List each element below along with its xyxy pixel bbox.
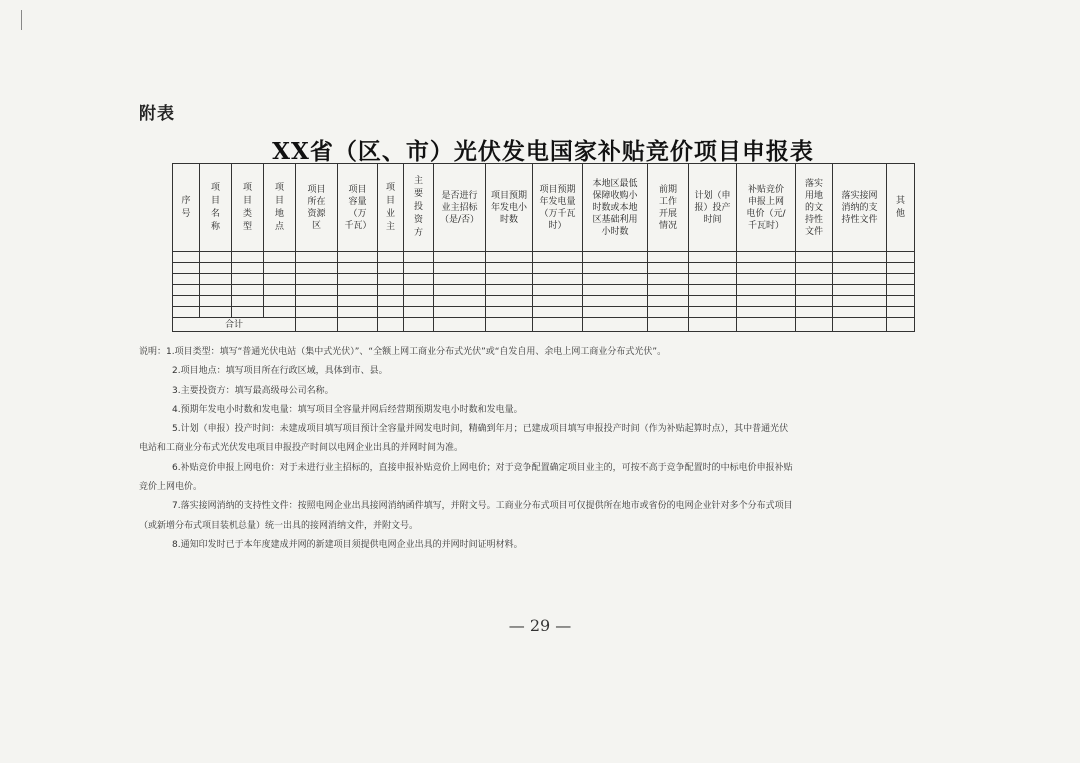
application-table <box>172 163 915 332</box>
note-line: 竞价上网电价。 <box>139 482 203 493</box>
total-label: 合计 <box>173 318 296 332</box>
header-cell: 项目类型 <box>232 164 264 252</box>
header-cell: 主要投资方 <box>404 164 434 252</box>
header-cell: 项目名称 <box>200 164 232 252</box>
header-cell: 计划（申报）投产时间 <box>689 164 737 252</box>
table-row <box>173 285 915 296</box>
note-line: 2.项目地点：填写项目所在行政区域，具体到市、县。 <box>172 366 388 377</box>
header-cell: 落实用地的文持性文件 <box>796 164 833 252</box>
note-line: 6.补贴竞价申报上网电价：对于未进行业主招标的，直接申报补贴竞价上网电价；对于竞争配置确定项目业主的，可按不高于竞争配置时的中标电价申报补贴 <box>172 462 793 473</box>
page-number: — 29 — <box>508 616 572 635</box>
notes <box>139 343 939 555</box>
header-cell: 本地区最低保障收购小时数或本地区基础利用小时数 <box>583 164 648 252</box>
header-cell: 项目容量（万千瓦） <box>338 164 378 252</box>
header-cell: 落实接网消纳的支持性文件 <box>833 164 887 252</box>
header-cell: 补贴竞价申报上网电价（元/千瓦时） <box>737 164 796 252</box>
form-title: XX省（区、市）光伏发电国家补贴竞价项目申报表 <box>272 138 814 165</box>
note-line: 电站和工商业分布式光伏发电项目申报投产时间以电网企业出具的并网时间为准。 <box>139 443 464 454</box>
header-cell: 其他 <box>887 164 915 252</box>
table-header-row <box>173 164 915 252</box>
header-cell: 前期工作开展情况 <box>648 164 689 252</box>
table-row <box>173 252 915 263</box>
note-line: （或新增分布式项目装机总量）统一出具的接网消纳文件，并附文号。 <box>139 520 419 531</box>
header-cell: 序号 <box>173 164 200 252</box>
note-line: 7.落实接网消纳的支持性文件：按照电网企业出具接网消纳函件填写，并附文号。工商业分布式项目可仅提供所在地市或省份的电网企业针对多个分布式项目 <box>172 501 793 512</box>
header-cell: 项目地点 <box>264 164 296 252</box>
header-cell: 项目预期年发电量（万千瓦时） <box>533 164 583 252</box>
appendix-label: 附表 <box>139 104 175 124</box>
header-cell: 项目业主 <box>378 164 404 252</box>
header-cell: 项目所在资源区 <box>296 164 338 252</box>
table-row <box>173 296 915 307</box>
total-row <box>173 318 915 332</box>
note-line: 5.计划（申报）投产时间：未建成项目填写项目预计全容量并网发电时间，精确到年月；已建成项目填写申报投产时间（作为补贴起算时点），其中普通光伏 <box>172 424 789 435</box>
note-line: 4.预期年发电小时数和发电量：填写项目全容量并网后经营期预期发电小时数和发电量。 <box>172 404 523 415</box>
note-line: 8.通知印发时已于本年度建成并网的新建项目须提供电网企业出具的并网时间证明材料。 <box>172 539 523 550</box>
notes-intro: 说明： <box>139 347 167 357</box>
scan-mark <box>21 10 22 30</box>
note-line: 说明：1.项目类型：填写“普通光伏电站（集中式光伏）”、“全额上网工商业分布式光伏”或“自发自用、余电上网工商业分布式光伏”。 <box>139 347 667 357</box>
header-cell: 项目预期年发电小时数 <box>486 164 533 252</box>
table-row <box>173 307 915 318</box>
header-cell: 是否进行业主招标（是/否） <box>434 164 486 252</box>
table-row <box>173 274 915 285</box>
note-line: 3.主要投资方：填写最高级母公司名称。 <box>172 385 334 396</box>
table-row <box>173 263 915 274</box>
